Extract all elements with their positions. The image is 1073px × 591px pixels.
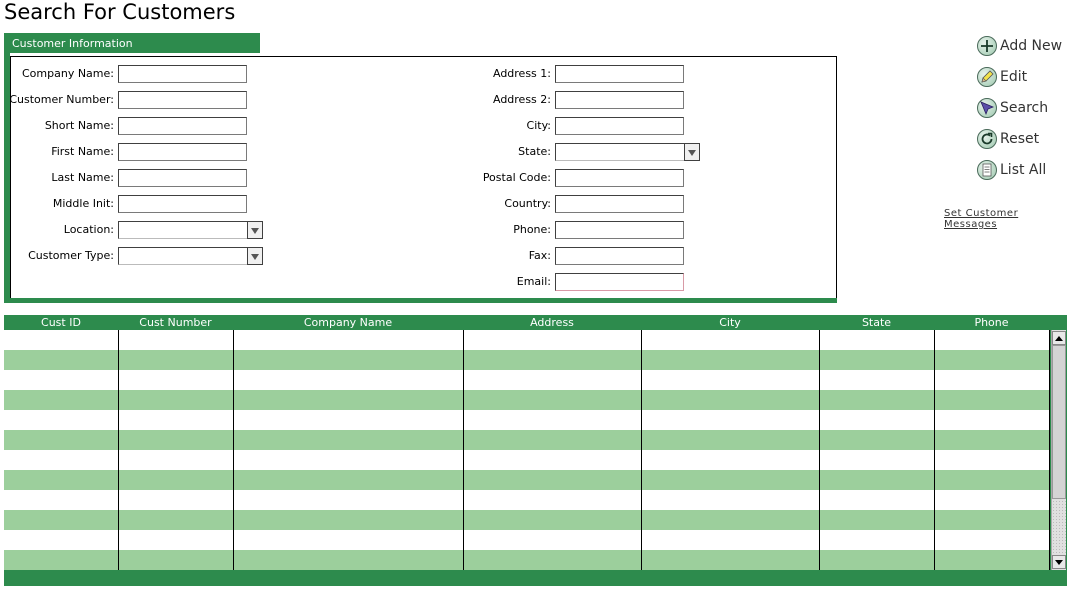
field-label: Postal Code:: [482, 171, 551, 184]
add-new-button[interactable]: [977, 35, 1062, 57]
panel-bottom-bar: [4, 298, 837, 303]
table-row[interactable]: [4, 390, 1049, 410]
table-cell: [934, 350, 1049, 370]
table-cell: [641, 330, 819, 350]
city-input[interactable]: [555, 117, 684, 135]
table-row[interactable]: [4, 510, 1049, 530]
table-cell: [819, 450, 934, 470]
field-label: Phone:: [513, 223, 551, 236]
table-cell: [118, 350, 233, 370]
scroll-thumb[interactable]: [1052, 345, 1066, 499]
table-cell: [118, 510, 233, 530]
vertical-scrollbar[interactable]: [1051, 330, 1066, 570]
table-cell: [233, 330, 463, 350]
table-row[interactable]: [4, 330, 1049, 350]
search-button[interactable]: [977, 97, 1048, 119]
grid-header: [4, 315, 1067, 330]
table-cell: [641, 450, 819, 470]
table-cell: [118, 330, 233, 350]
table-row[interactable]: [4, 470, 1049, 490]
email-input[interactable]: [555, 273, 684, 291]
table-cell: [233, 470, 463, 490]
table-cell: [4, 370, 118, 390]
table-cell: [233, 390, 463, 410]
scroll-down-button[interactable]: [1052, 555, 1066, 569]
reset-icon: [977, 129, 997, 149]
table-cell: [463, 550, 641, 570]
table-cell: [819, 350, 934, 370]
table-cell: [4, 470, 118, 490]
field-row-state: [0, 142, 1073, 162]
table-cell: [641, 530, 819, 550]
field-label: Customer Type:: [28, 249, 114, 262]
field-label: Address 1:: [492, 67, 551, 80]
column-divider: [463, 330, 464, 570]
action-label: Edit: [1000, 69, 1028, 85]
table-cell: [4, 390, 118, 410]
list-icon: [977, 160, 997, 180]
table-cell: [934, 410, 1049, 430]
table-cell: [934, 390, 1049, 410]
column-header-city[interactable]: City: [719, 316, 741, 329]
dropdown-button[interactable]: [684, 143, 700, 161]
column-divider: [641, 330, 642, 570]
table-row[interactable]: [4, 370, 1049, 390]
field-label: Fax:: [528, 249, 551, 262]
table-cell: [641, 350, 819, 370]
table-cell: [118, 430, 233, 450]
table-cell: [233, 550, 463, 570]
table-cell: [463, 430, 641, 450]
table-cell: [233, 410, 463, 430]
table-cell: [233, 350, 463, 370]
table-cell: [641, 390, 819, 410]
table-cell: [233, 450, 463, 470]
table-cell: [463, 490, 641, 510]
table-cell: [118, 450, 233, 470]
table-cell: [934, 530, 1049, 550]
reset-button[interactable]: [977, 128, 1039, 150]
field-row-email: [0, 272, 1073, 292]
field-label: City:: [526, 119, 551, 132]
field-label: Company Name:: [22, 67, 114, 80]
table-cell: [4, 530, 118, 550]
table-cell: [819, 370, 934, 390]
table-cell: [118, 370, 233, 390]
table-cell: [118, 390, 233, 410]
table-row[interactable]: [4, 430, 1049, 450]
table-cell: [641, 430, 819, 450]
table-cell: [233, 430, 463, 450]
table-cell: [934, 450, 1049, 470]
address-1-input[interactable]: [555, 65, 684, 83]
column-header-address[interactable]: Address: [530, 316, 574, 329]
table-row[interactable]: [4, 550, 1049, 570]
field-row-phone: [0, 220, 1073, 240]
scroll-up-button[interactable]: [1052, 331, 1066, 345]
table-cell: [641, 470, 819, 490]
table-cell: [233, 370, 463, 390]
page-title: Search For Customers: [4, 0, 236, 24]
table-cell: [463, 410, 641, 430]
field-label: Last Name:: [51, 171, 114, 184]
table-cell: [118, 490, 233, 510]
table-cell: [934, 370, 1049, 390]
table-row[interactable]: [4, 490, 1049, 510]
table-cell: [934, 490, 1049, 510]
table-row[interactable]: [4, 530, 1049, 550]
table-cell: [934, 330, 1049, 350]
table-cell: [819, 390, 934, 410]
table-cell: [819, 490, 934, 510]
action-label: Add New: [1000, 38, 1063, 54]
column-header-state[interactable]: State: [861, 316, 892, 329]
state-select[interactable]: [555, 143, 684, 161]
table-cell: [463, 370, 641, 390]
panel-tab: Customer Information: [4, 33, 260, 53]
field-row-address-2: [0, 90, 1073, 110]
table-cell: [819, 470, 934, 490]
field-label: Customer Number:: [9, 93, 114, 106]
table-cell: [4, 350, 118, 370]
chevron-down-icon: [688, 150, 696, 156]
column-divider: [934, 330, 935, 570]
column-header-phone[interactable]: Phone: [974, 316, 1009, 329]
table-cell: [463, 390, 641, 410]
country-input[interactable]: [555, 195, 684, 213]
field-label: Location:: [63, 223, 114, 236]
table-cell: [641, 510, 819, 530]
address-2-input[interactable]: [555, 91, 684, 109]
field-row-city: [0, 116, 1073, 136]
field-row-postal-code: [0, 168, 1073, 188]
arrow-up-icon: [1055, 336, 1063, 341]
table-row[interactable]: [4, 450, 1049, 470]
table-cell: [118, 530, 233, 550]
set-customer-messages-link[interactable]: Set Customer Messages: [944, 208, 1019, 230]
table-cell: [819, 550, 934, 570]
table-cell: [118, 550, 233, 570]
field-label: Country:: [504, 197, 551, 210]
table-cell: [4, 330, 118, 350]
table-cell: [641, 550, 819, 570]
table-cell: [934, 510, 1049, 530]
edit-button[interactable]: [977, 66, 1027, 88]
field-label: Address 2:: [492, 93, 551, 106]
field-label: Short Name:: [44, 119, 114, 132]
table-cell: [4, 450, 118, 470]
table-cell: [819, 530, 934, 550]
table-cell: [641, 490, 819, 510]
action-label: Search: [1000, 100, 1049, 116]
table-cell: [641, 410, 819, 430]
table-cell: [118, 410, 233, 430]
field-row-address-1: [0, 64, 1073, 84]
column-divider: [1049, 330, 1050, 570]
column-divider: [233, 330, 234, 570]
table-cell: [4, 410, 118, 430]
table-cell: [4, 430, 118, 450]
table-cell: [463, 350, 641, 370]
results-grid: [4, 315, 1067, 586]
action-label: Reset: [1000, 131, 1040, 147]
table-cell: [463, 470, 641, 490]
fax-input[interactable]: [555, 247, 684, 265]
column-header-cust-id[interactable]: Cust ID: [41, 316, 81, 329]
list-all-button[interactable]: [977, 159, 1046, 181]
grid-body: [4, 330, 1049, 570]
scroll-track: [1052, 500, 1066, 555]
table-cell: [4, 510, 118, 530]
search-arrow-icon: [977, 98, 997, 118]
arrow-down-icon: [1055, 560, 1063, 565]
column-divider: [819, 330, 820, 570]
table-cell: [463, 330, 641, 350]
field-label: State:: [518, 145, 551, 158]
action-label: List All: [1000, 162, 1047, 178]
table-cell: [463, 450, 641, 470]
table-cell: [934, 550, 1049, 570]
field-label: First Name:: [51, 145, 114, 158]
column-header-company-name[interactable]: Company Name: [303, 316, 393, 329]
table-cell: [4, 550, 118, 570]
table-cell: [118, 470, 233, 490]
table-cell: [4, 490, 118, 510]
pencil-icon: [977, 67, 997, 87]
table-cell: [463, 510, 641, 530]
field-label: Email:: [516, 275, 551, 288]
field-label: Middle Init:: [52, 197, 114, 210]
add-icon: [977, 36, 997, 56]
phone-input[interactable]: [555, 221, 684, 239]
field-row-fax: [0, 246, 1073, 266]
table-row[interactable]: [4, 410, 1049, 430]
table-cell: [819, 330, 934, 350]
column-divider: [118, 330, 119, 570]
table-cell: [233, 530, 463, 550]
table-cell: [819, 430, 934, 450]
table-cell: [463, 530, 641, 550]
table-cell: [233, 510, 463, 530]
table-cell: [934, 470, 1049, 490]
table-cell: [934, 430, 1049, 450]
table-cell: [641, 370, 819, 390]
table-cell: [233, 490, 463, 510]
field-row-country: [0, 194, 1073, 214]
postal-code-input[interactable]: [555, 169, 684, 187]
table-row[interactable]: [4, 350, 1049, 370]
column-header-cust-number[interactable]: Cust Number: [139, 316, 212, 329]
table-cell: [819, 410, 934, 430]
table-cell: [819, 510, 934, 530]
